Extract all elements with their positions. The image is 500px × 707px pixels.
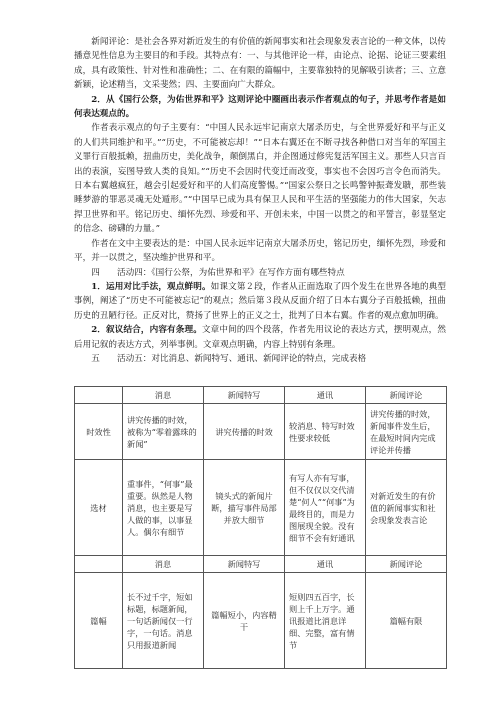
- row-label: 篇幅: [75, 573, 123, 669]
- table-cell: 重事件，“何事”最重要。纵然是人物消息，也主要是写人做的事，以事显人。偶尔有细节: [123, 460, 204, 556]
- table-header-cell: 新闻特写: [204, 387, 285, 404]
- table-cell: 讲究传播的时效: [204, 404, 285, 460]
- activity-4-heading: 四 活动四：《国行公祭，为佑世界和平》在写作方面有哪些特点: [91, 267, 345, 278]
- table-header-cell: 消息: [123, 387, 204, 404]
- question-2: 2．从《国行公祭，为佑世界和平》这则评论中圈画出表示作者观点的句子，并思考作者是如何表达观点的。: [74, 94, 446, 120]
- definition-paragraph: 新闻评论：是社会各界对新近发生的有价值的新闻事实和社会现象发表言论的一种文体，以传播意见性信息为主要目的和手段。其特点有：一、与其他评论一样，由论点、论据、论证三要素组成，具有政策性、针对性和准确性；二、在有限的篇幅中，主要靠独特的见解吸引读者；三、立意新颖，论述精当，文采斐然；四、主要面向广大群众。: [74, 37, 446, 91]
- table-header-row: [75, 387, 447, 404]
- table-header-cell: 新闻特写: [204, 556, 285, 573]
- table-header-cell: 通讯: [285, 556, 366, 573]
- table-cell: 篇幅短小，内容精干: [204, 573, 285, 669]
- table-cell: 篇幅有限: [366, 573, 447, 669]
- table-cell: 镜头式的新闻片断，描写事件局部并放大细节: [204, 460, 285, 556]
- table-header-cell: [75, 387, 123, 404]
- table-row: [75, 460, 447, 556]
- comparison-table-1: [74, 386, 447, 556]
- comparison-table-2: [74, 555, 447, 669]
- table-header-cell: 通讯: [285, 387, 366, 404]
- table-cell: 长不过千字，短如标题，标题新闻，一句话新闻仅一行字，一句话。消息只用报道新闻: [123, 573, 204, 669]
- row-label: 选材: [75, 460, 123, 556]
- point-1: [74, 280, 446, 323]
- table-cell: 讲究传播的时效，新闻事件发生后，在最短时间内完成评论并传播: [366, 404, 447, 460]
- table-cell: 讲究传播的时效，被称为“零着露珠的新闻”: [123, 404, 204, 460]
- table-cell: 短则四五百字，长则上千上万字。通讯报道比消息详细、完整，富有情节: [285, 573, 366, 669]
- table-header-cell: 新闻评论: [366, 387, 447, 404]
- point-1-text: 如课文第２段，作者从正面选取了四个发生在世界各地的典型事例，阐述了“历史不可能被忘记”的观点；然后第３段从反面介绍了日本右翼分子百般抵赖，扭曲历史的丑陋行径。正反对比，赞扬了世界上的正义之士，批判了日本右翼。作者的观点愈加明确。: [74, 281, 446, 321]
- table-header-cell: 消息: [123, 556, 204, 573]
- table-cell: 有写人亦有写事，但不仅仅以交代清楚“何人”“何事”为最终目的，而是力图展现全貌。没有细节不会有好通讯: [285, 460, 366, 556]
- table-header-cell: [75, 556, 123, 573]
- point-2-label: 2．叙议结合，内容有条理。: [91, 325, 202, 336]
- point-2: [74, 323, 446, 352]
- document-body: [74, 35, 446, 366]
- table-row: [75, 404, 447, 460]
- table-header-row: [75, 556, 447, 573]
- table-cell: 对新近发生的有价值的新闻事实和社会现象发表言论: [366, 460, 447, 556]
- table-row: [75, 573, 447, 669]
- table-header-cell: 新闻评论: [366, 556, 447, 573]
- table-cell: 较消息、特写时效性要求较低: [285, 404, 366, 460]
- row-label: 时效性: [75, 404, 123, 460]
- answer-paragraph: 作者表示观点的句子主要有：“中国人民永远牢记南京大屠杀历史，与全世界爱好和平与正义的人们共同维护和平。”“历史，不可能被忘却！”“日本右翼还在不断寻找各种借口对当年的军国主义罪行百般抵赖，扭曲历史，美化战争，颠倒黑白，并企图通过修宪复活军国主义。那些人只言百出的表演，妄图导致人类的良知。”“历史不会因时代变迁而改变，事实也不会因巧言令色而消失。日本右翼越疯狂，越会引起爱好和平的人们高度警惕。”“国家公祭日之长鸣警钟振聋发聩，那些装睡梦游的罪恶灵魂无处遁形。”“中国早已成为具有保卫人民和平生活的坚强能力的伟大国家，矢志捍卫世界和平。铭记历史、缅怀先烈、珍爱和平、开创未来，中国一以贯之的和平誓言，彰显坚定的信念、磅礴的力量。”: [74, 123, 446, 235]
- summary-paragraph: 作者在文中主要表达的是：中国人民永远牢记南京大屠杀历史，铭记历史，缅怀先烈，珍爱和平，并一以贯之，坚决维护世界和平。: [74, 238, 446, 264]
- point-2-text: 文章中间的四个段落，作者先用议论的表达方式，摆明观点，然后用记叙的表达方式，列举事例。文章观点明确，内容上特别有条理。: [74, 325, 446, 350]
- activity-5-heading: 五 活动五：对比消息、新闻特写、通讯、新闻评论的特点，完成表格: [91, 353, 367, 364]
- point-1-label: 1．运用对比手法，观点鲜明。: [91, 281, 211, 292]
